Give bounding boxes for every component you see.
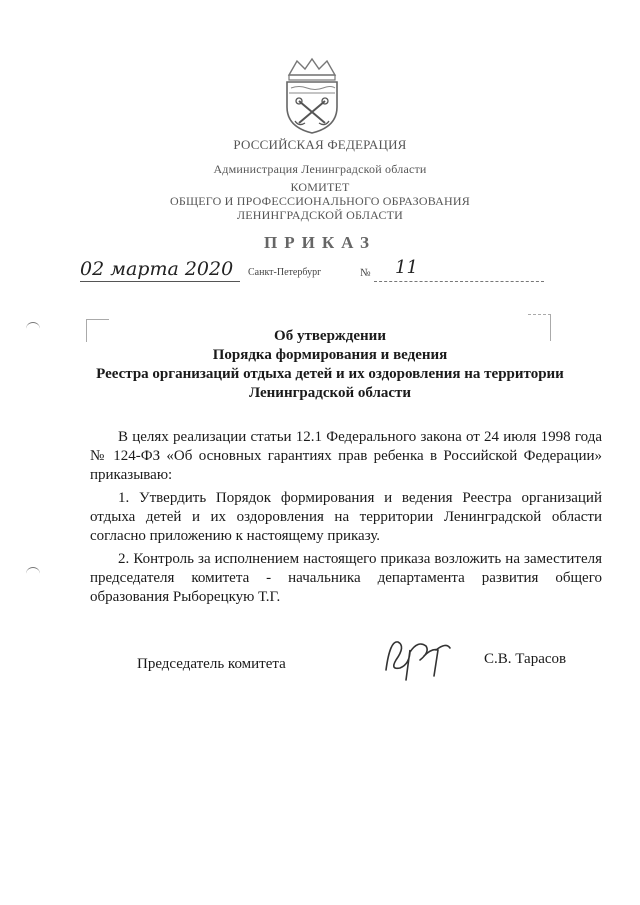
handwritten-date: 02 марта 2020 [80,258,234,280]
title-line-4: Ленинградской области [248,385,412,401]
margin-mark-top [26,322,40,329]
city-name: Санкт-Петербург [248,267,322,278]
document-title [70,327,590,403]
administration-name: Администрация Ленинградской области [213,162,427,176]
signatory-position: Председатель комитета [137,656,286,672]
handwritten-number: 11 [395,257,418,278]
country-name: РОССИЙСКАЯ ФЕДЕРАЦИЯ [233,137,407,152]
order-item-2: 2. Контроль за исполнением настоящего приказа возложить на заместителя председателя комитета - начальника департамента развития общего образования Рыборецкую Т.Г. [90,551,602,605]
document-type: ПРИКАЗ [264,233,376,252]
signatory-name: С.В. Тарасов [484,651,567,667]
committee-line-1: КОМИТЕТ [290,180,350,194]
title-line-1: Об утверждении [274,328,386,344]
margin-mark-bottom [26,567,40,574]
title-line-2: Порядка формирования и ведения [212,347,448,363]
number-underline [374,281,544,282]
handwritten-signature [376,630,456,685]
order-item-1: 1. Утвердить Порядок формирования и ведения Реестра организаций отдыха детей и их оздоровления на территории Ленинградской области согласно приложению к настоящему приказу. [90,490,602,544]
title-line-3: Реестра организаций отдыха детей и их оздоровления на территории [96,366,564,382]
intro-paragraph: В целях реализации статьи 12.1 Федерального закона от 24 июля 1998 года № 124-ФЗ «Об основных гарантиях прав ребенка в Российской Федерации» приказываю: [90,429,602,483]
coat-of-arms-icon [279,55,345,135]
committee-line-2: ОБЩЕГО И ПРОФЕССИОНАЛЬНОГО ОБРАЗОВАНИЯ [169,194,470,208]
date-underline [80,281,240,282]
number-sign: № [360,267,371,279]
committee-line-3: ЛЕНИНГРАДСКОЙ ОБЛАСТИ [236,208,404,222]
